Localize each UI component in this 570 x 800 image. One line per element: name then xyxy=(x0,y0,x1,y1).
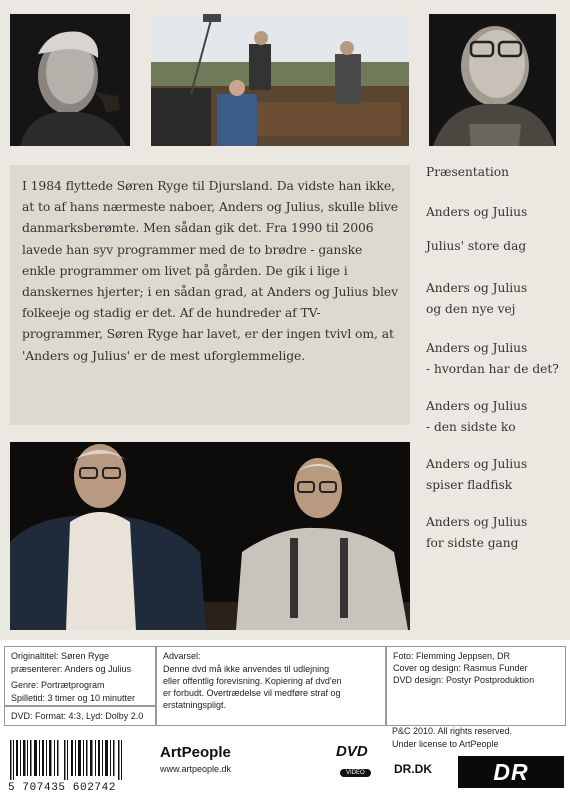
dr-site: DR.DK xyxy=(394,762,432,776)
cover-credit: Cover og design: Rasmus Funder xyxy=(393,663,528,673)
warning-line: Denne dvd må ikke anvendes til udlejning xyxy=(163,664,330,674)
rights-line: P&C 2010. All rights reserved. xyxy=(392,726,513,736)
presenter: præsenterer: Anders og Julius xyxy=(11,664,132,674)
episode-title: Anders og Julius xyxy=(426,205,528,219)
dvd-logo-sub: VIDEO xyxy=(340,769,371,777)
credits-box-format xyxy=(4,706,156,726)
photo-man-with-pipe xyxy=(10,14,130,146)
description-text: I 1984 flyttede Søren Ryge til Djursland. Da vidste han ikke, at to af hans nærmeste naboer, Anders og Julius, skulle blive danmarksberømte. Men sådan gik det. Fra 1990 til 2006 lavede han syv programmer med de to brødre - ganske enkle programmer om livet på gården. De gik i lige i danskernes hjerter; i en sådan grad, at Anders og Julius blev folkeeje og stadig er det. Af de hundreder af TV-programmer, Søren Ryge har lavet, er der ingen tvivl om, at 'Anders og Julius' er de mest uforglemmelige. xyxy=(22,178,398,363)
episode-title: Anders og Julius xyxy=(426,281,528,295)
episode-item xyxy=(426,278,570,320)
barcode-number: 5 707435 602742 xyxy=(8,782,117,794)
episode-subtitle: for sidste gang xyxy=(426,536,519,550)
photo-film-crew-field xyxy=(151,14,409,146)
rights-line: Under license to ArtPeople xyxy=(392,739,499,749)
warning-line: eller offentlig forevisning. Kopiering af dvd'en xyxy=(163,676,342,686)
episode-subtitle: spiser fladfisk xyxy=(426,478,513,492)
episode-item xyxy=(426,396,570,438)
publisher-logo: ArtPeople xyxy=(160,744,231,761)
episode-title: Anders og Julius xyxy=(426,515,528,529)
dvd-logo-text: DVD xyxy=(336,743,368,760)
episode-subtitle: - hvordan har de det? xyxy=(426,362,559,376)
photo-man-with-glasses xyxy=(429,14,556,146)
warning-line: erstatningspligt. xyxy=(163,700,227,710)
warning-line: er forbudt. Overtrædelse vil medføre straf og xyxy=(163,688,341,698)
episode-title: Anders og Julius xyxy=(426,399,528,413)
credits-box-left xyxy=(4,646,156,706)
publisher-url: www.artpeople.dk xyxy=(160,764,232,774)
dvd-design-credit: DVD design: Postyr Postproduktion xyxy=(393,675,535,685)
episode-subtitle: og den nye vej xyxy=(426,302,516,316)
credits-box-warning xyxy=(156,646,386,726)
episode-item xyxy=(426,454,570,496)
dvd-format: DVD: Format: 4:3, Lyd: Dolby 2.0 xyxy=(11,711,144,721)
dr-logo-text: DR xyxy=(493,759,529,785)
episode-item xyxy=(426,512,570,554)
photo-two-brothers xyxy=(10,442,410,630)
description-box xyxy=(10,165,410,425)
episode-title: Julius' store dag xyxy=(426,239,527,253)
original-title: Originaltitel: Søren Ryge xyxy=(11,651,110,661)
warning-title: Advarsel: xyxy=(163,651,201,661)
episode-item xyxy=(426,236,570,257)
credits-box-right xyxy=(386,646,566,726)
episode-title: Præsentation xyxy=(426,165,509,179)
dvd-video-logo xyxy=(336,743,382,776)
rights-text xyxy=(392,725,512,751)
episode-title: Anders og Julius xyxy=(426,457,528,471)
barcode-bars xyxy=(8,740,126,780)
episode-item xyxy=(426,202,570,223)
photo-credit: Foto: Flemming Jeppsen, DR xyxy=(393,651,511,661)
episode-subtitle: - den sidste ko xyxy=(426,420,516,434)
episode-title: Anders og Julius xyxy=(426,341,528,355)
genre: Genre: Portrætprogram xyxy=(11,680,105,690)
episode-item xyxy=(426,162,570,183)
dr-logo xyxy=(458,756,564,788)
episode-item xyxy=(426,338,570,380)
runtime: Spilletid: 3 timer og 10 minutter xyxy=(11,693,136,703)
